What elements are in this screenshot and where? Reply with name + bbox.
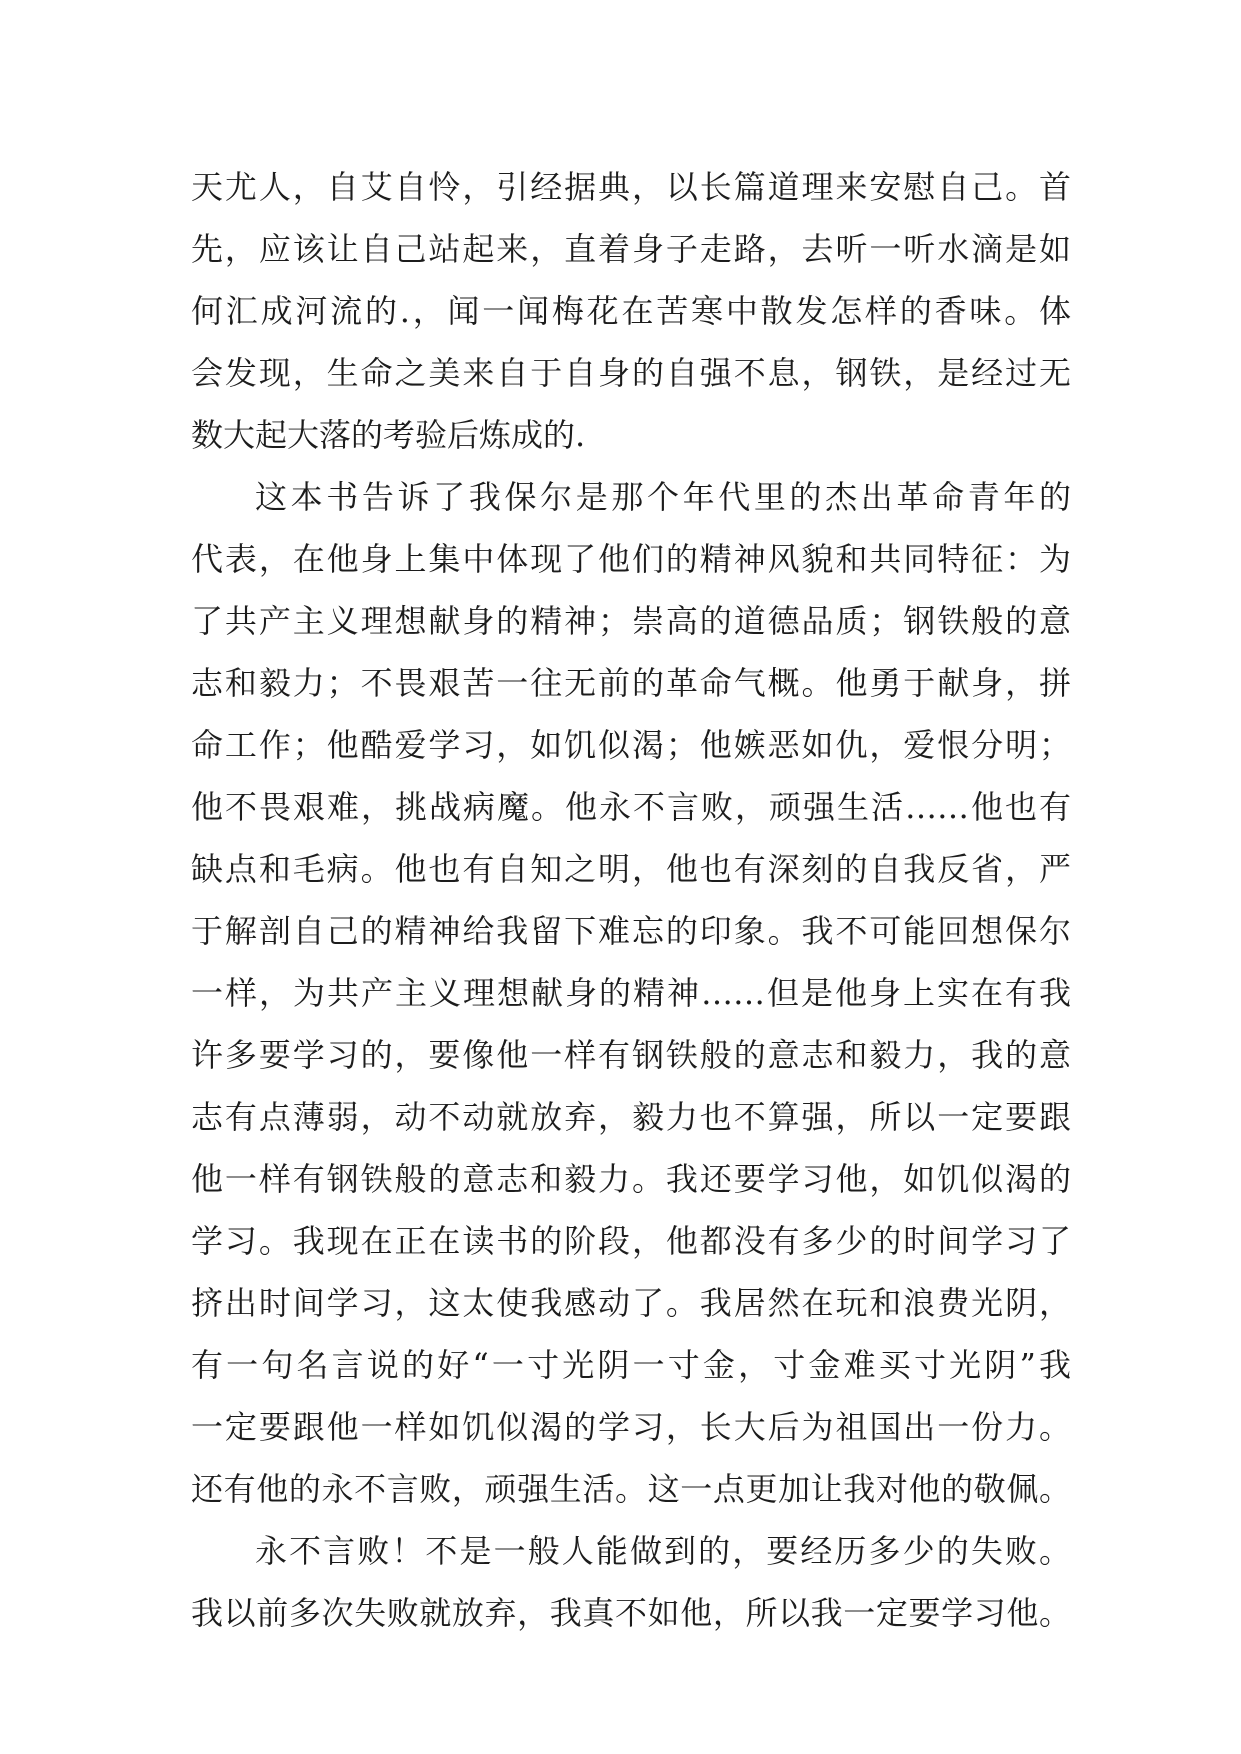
text-line: 于解剖自己的精神给我留下难忘的印象。我不可能回想保尔 [191,912,1071,950]
text-line: 代表，在他身上集中体现了他们的精神风貌和共同特征：为 [191,540,1071,578]
text-line: 志有点薄弱，动不动就放弃，毅力也不算强，所以一定要跟 [191,1098,1071,1136]
text-line: 志和毅力；不畏艰苦一往无前的革命气概。他勇于献身，拼 [191,664,1071,702]
text-line: 许多要学习的，要像他一样有钢铁般的意志和毅力，我的意 [191,1036,1071,1074]
text-line: 学习。我现在正在读书的阶段，他都没有多少的时间学习了 [191,1222,1071,1260]
text-line: 会发现，生命之美来自于自身的自强不息，钢铁，是经过无 [191,354,1071,392]
paragraph-first-line: 永不言败！不是一般人能做到的，要经历多少的失败。 [255,1532,1071,1570]
text-line: 他一样有钢铁般的意志和毅力。我还要学习他，如饥似渴的 [191,1160,1071,1198]
text-line: 还有他的永不言败，顽强生活。这一点更加让我对他的敬佩。 [191,1470,1071,1508]
text-line: 先，应该让自己站起来，直着身子走路，去听一听水滴是如 [191,230,1071,268]
text-line: 有一句名言说的好“一寸光阴一寸金，寸金难买寸光阴”我 [191,1346,1071,1384]
text-line: 缺点和毛病。他也有自知之明，他也有深刻的自我反省，严 [191,850,1071,888]
text-line: 一样，为共产主义理想献身的精神……但是他身上实在有我 [191,974,1071,1012]
document-body [191,168,1071,1656]
text-line: 他不畏艰难，挑战病魔。他永不言败，顽强生活……他也有 [191,788,1071,826]
text-line: 命工作；他酷爱学习，如饥似渴；他嫉恶如仇，爱恨分明； [191,726,1071,764]
paragraph-first-line: 这本书告诉了我保尔是那个年代里的杰出革命青年的 [255,478,1071,516]
text-line: 了共产主义理想献身的精神；崇高的道德品质；钢铁般的意 [191,602,1071,640]
text-line: 挤出时间学习，这太使我感动了。我居然在玩和浪费光阴， [191,1284,1071,1322]
text-line: 天尤人，自艾自怜，引经据典，以长篇道理来安慰自己。首 [191,168,1071,206]
text-line: 我以前多次失败就放弃，我真不如他，所以我一定要学习他。 [191,1594,1071,1632]
text-line: 一定要跟他一样如饥似渴的学习，长大后为祖国出一份力。 [191,1408,1071,1446]
text-line: 何汇成河流的.，闻一闻梅花在苦寒中散发怎样的香味。体 [191,292,1071,330]
text-line: 数大起大落的考验后炼成的. [191,416,586,454]
